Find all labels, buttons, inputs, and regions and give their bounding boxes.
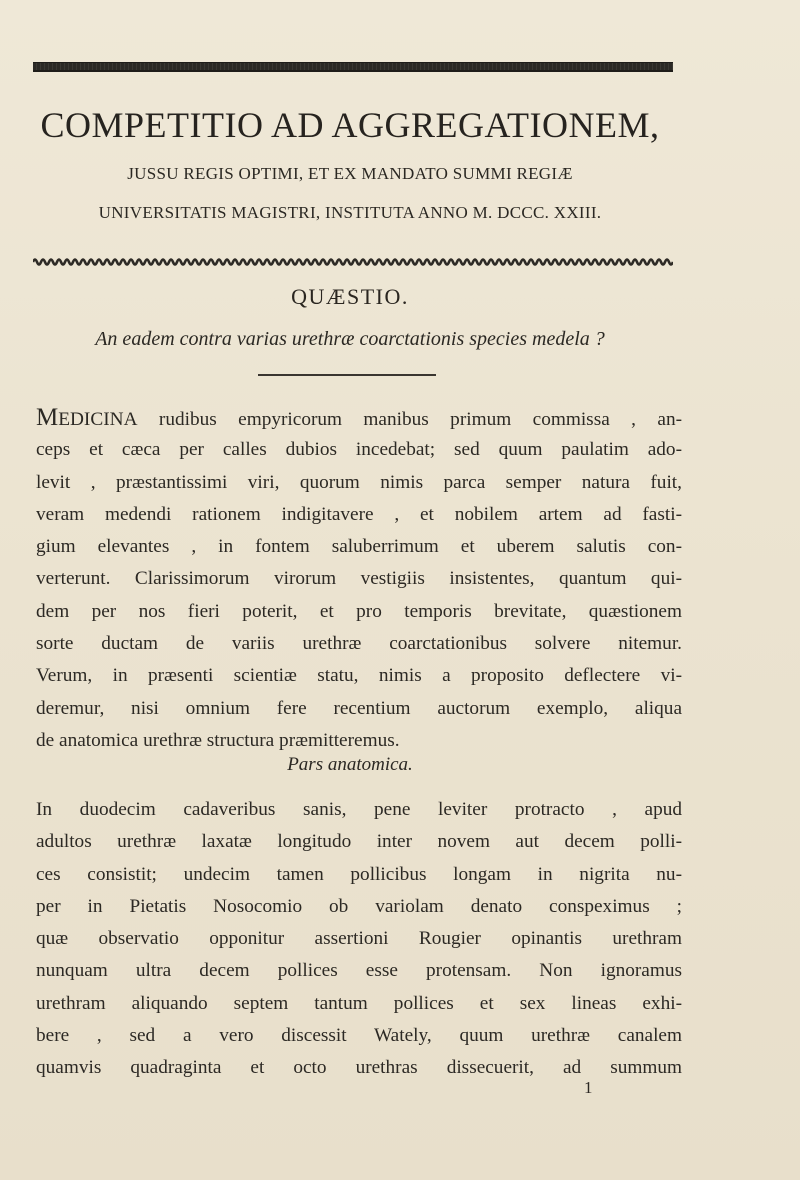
intro-line: sorte ductam de variis urethræ coarctationibus solvere nitemur. xyxy=(36,633,682,655)
anatomy-line: quæ observatio opponitur assertioni Rougier opinantis urethram xyxy=(36,928,682,950)
drop-cap-letter: M xyxy=(36,404,59,431)
intro-line: deremur, nisi omnium fere recentium auctorum exemplo, aliqua xyxy=(36,697,682,719)
intro-line-1 xyxy=(36,402,682,434)
anatomy-line: ces consistit; undecim tamen pollicibus longam in nigrita nu- xyxy=(36,863,682,885)
wavy-ornamental-rule xyxy=(33,256,673,268)
small-caps-word: EDICINA xyxy=(58,409,138,430)
intro-line: gium elevantes , in fontem saluberrimum et uberem salutis con- xyxy=(36,536,682,558)
question-text: An eadem contra varias urethræ coarctationis species medela ? xyxy=(95,328,605,350)
intro-line: veram medendi rationem indigitavere , et nobilem artem ad fasti- xyxy=(36,503,682,525)
section-title: Pars anatomica. xyxy=(287,754,413,775)
intro-line: dem per nos fieri poterit, et pro temporis brevitate, quæstionem xyxy=(36,600,682,622)
anatomy-line: per in Pietatis Nosocomio ob variolam denato conspeximus ; xyxy=(36,895,682,917)
intro-line: de anatomica urethræ structura præmitteremus. xyxy=(36,729,400,751)
page-number: 1 xyxy=(584,1078,593,1097)
intro-line-1-text: rudibus empyricorum manibus primum commissa , an- xyxy=(137,409,682,430)
anatomy-line: nunquam ultra decem pollices esse protensam. Non ignoramus xyxy=(36,960,682,982)
intro-paragraph xyxy=(36,402,682,757)
anatomy-line: urethram aliquando septem tantum pollices et sex lineas exhi- xyxy=(36,992,682,1014)
question-heading: QUÆSTIO. xyxy=(291,284,409,309)
anatomy-line: In duodecim cadaveribus sanis, pene leviter protracto , apud xyxy=(36,799,682,820)
intro-line: Verum, in præsenti scientiæ statu, nimis a proposito deflectere vi- xyxy=(36,665,682,687)
subtitle-line-2: UNIVERSITATIS MAGISTRI, INSTITUTA ANNO M. DCCC. XXIII. xyxy=(98,203,602,222)
subtitle-line-1: JUSSU REGIS OPTIMI, ET EX MANDATO SUMMI REGIÆ xyxy=(127,164,573,183)
intro-line: levit , præstantissimi viri, quorum nimis parca semper natura fuit, xyxy=(36,471,682,493)
anatomy-paragraph xyxy=(36,794,682,1085)
intro-line: ceps et cæca per calles dubios incedebat; sed quum paulatim ado- xyxy=(36,439,682,461)
intro-line: verterunt. Clarissimorum virorum vestigiis insistentes, quantum qui- xyxy=(36,568,682,590)
anatomy-line: bere , sed a vero discessit Wately, quum urethræ canalem xyxy=(36,1025,682,1047)
main-title: COMPETITIO AD AGGREGATIONEM, xyxy=(40,105,660,145)
anatomy-line: adultos urethræ laxatæ longitudo inter novem aut decem polli- xyxy=(36,831,682,853)
anatomy-line: quamvis quadraginta et octo urethras dissecuerit, ad summum xyxy=(36,1057,682,1079)
top-decorative-rule xyxy=(33,62,673,72)
short-divider-rule xyxy=(258,374,436,376)
